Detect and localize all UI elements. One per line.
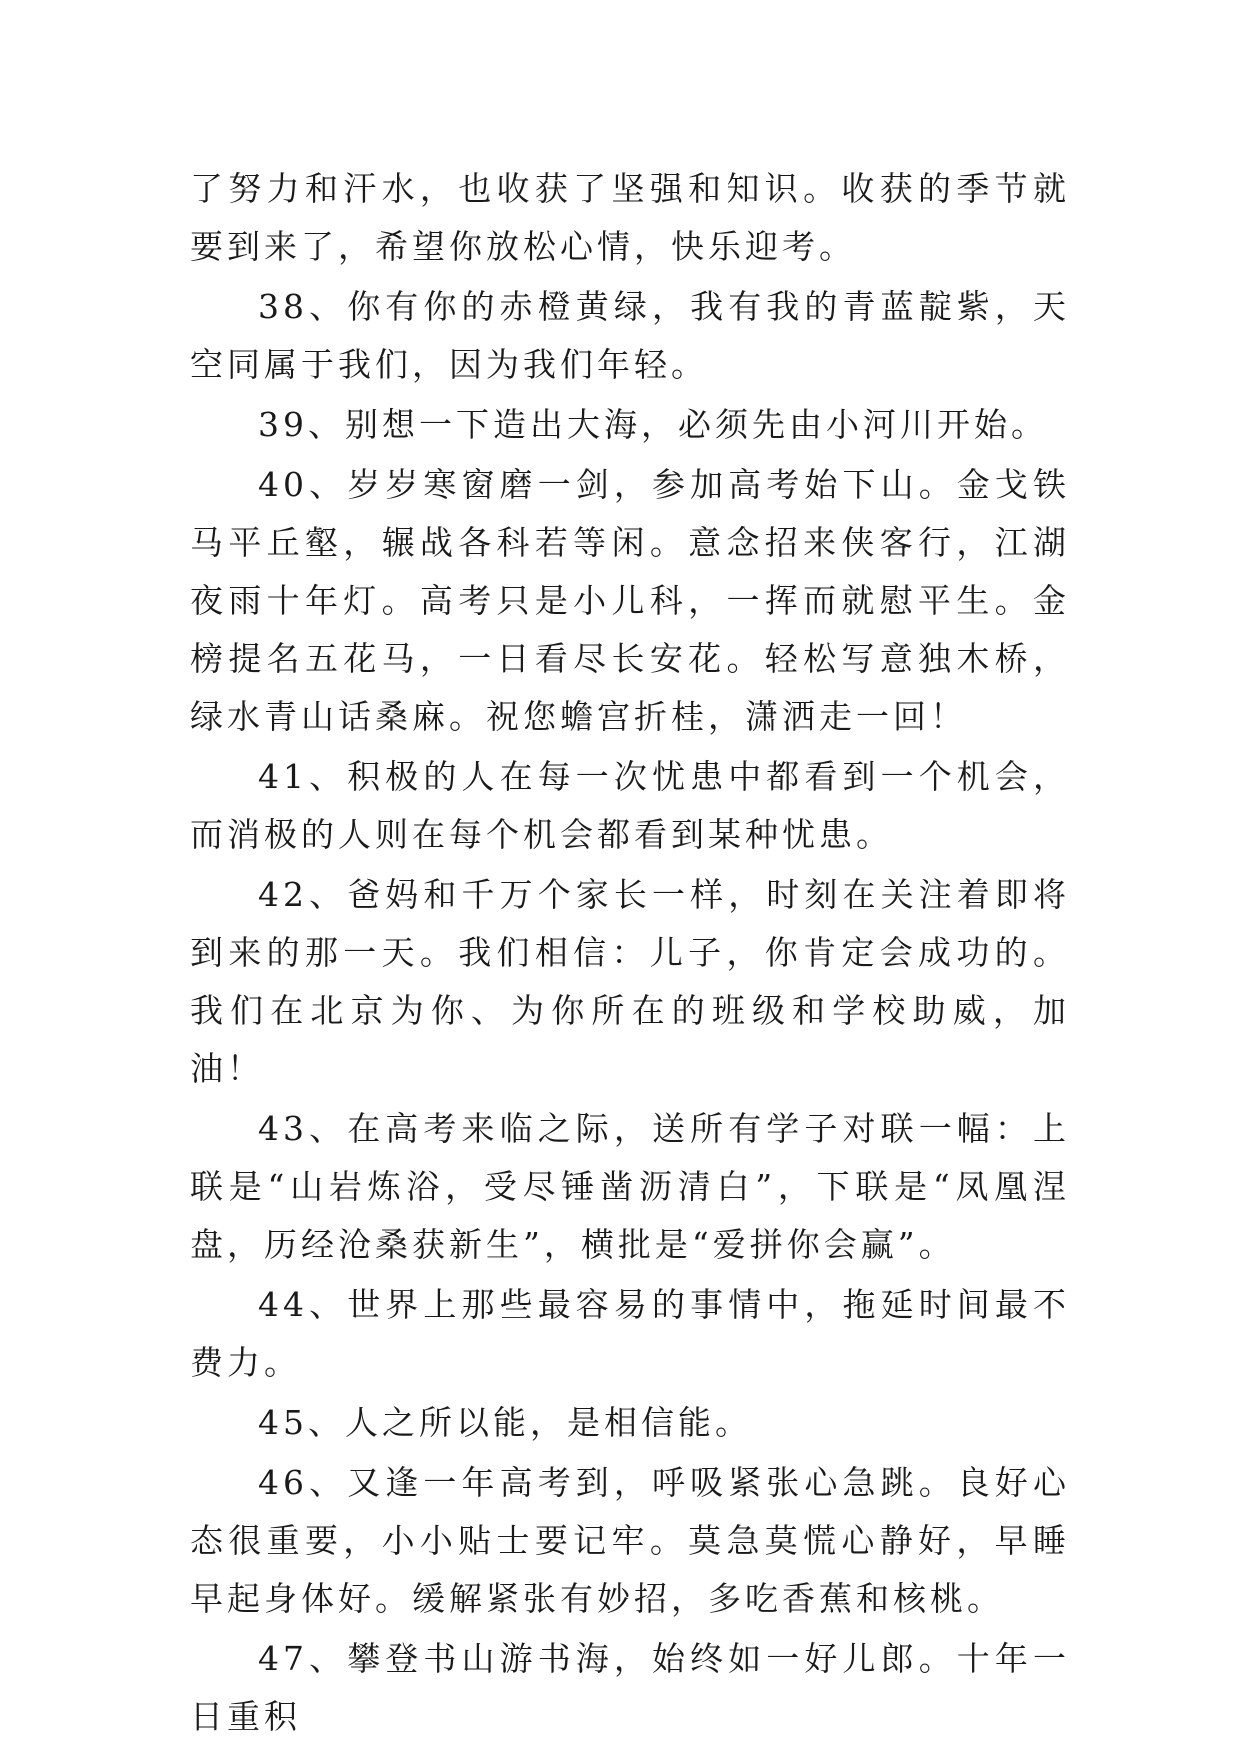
paragraph-45: 45、人之所以能，是相信能。	[258, 1403, 752, 1442]
paragraph-41: 41、积极的人在每一次忧患中都看到一个机会，而消极的人则在每个机会都看到某种忧患。	[190, 757, 1070, 854]
document-body	[190, 160, 1070, 1748]
paragraph-47: 47、攀登书山游书海，始终如一好儿郎。十年一日重积	[190, 1639, 1070, 1736]
paragraph-40: 40、岁岁寒窗磨一剑，参加高考始下山。金戈铁马平丘壑，辗战各科若等闲。意念招来侠客行，江湖夜雨十年灯。高考只是小儿科，一挥而就慰平生。金榜提名五花马，一日看尽长安花。轻松写意独木桥，绿水青山话桑麻。祝您蟾宫折桂，潇洒走一回！	[190, 465, 1070, 736]
paragraph-38: 38、你有你的赤橙黄绿，我有我的青蓝靛紫，天空同属于我们，因为我们年轻。	[190, 287, 1070, 384]
paragraph-44: 44、世界上那些最容易的事情中，拖延时间最不费力。	[190, 1285, 1070, 1382]
paragraph-42: 42、爸妈和千万个家长一样，时刻在关注着即将到来的那一天。我们相信：儿子，你肯定会成功的。我们在北京为你、为你所在的班级和学校助威，加油！	[190, 875, 1070, 1088]
paragraph-43: 43、在高考来临之际，送所有学子对联一幅：上联是“山岩炼浴，受尽锤凿沥清白”，下联是“凤凰涅盘，历经沧桑获新生”，横批是“爱拼你会赢”。	[190, 1109, 1070, 1264]
paragraph-46: 46、又逢一年高考到，呼吸紧张心急跳。良好心态很重要，小小贴士要记牢。莫急莫慌心静好，早睡早起身体好。缓解紧张有妙招，多吃香蕉和核桃。	[190, 1463, 1070, 1618]
paragraph-continuation: 了努力和汗水，也收获了坚强和知识。收获的季节就要到来了，希望你放松心情，快乐迎考。	[190, 169, 1070, 266]
paragraph-39: 39、别想一下造出大海，必须先由小河川开始。	[258, 405, 1048, 444]
